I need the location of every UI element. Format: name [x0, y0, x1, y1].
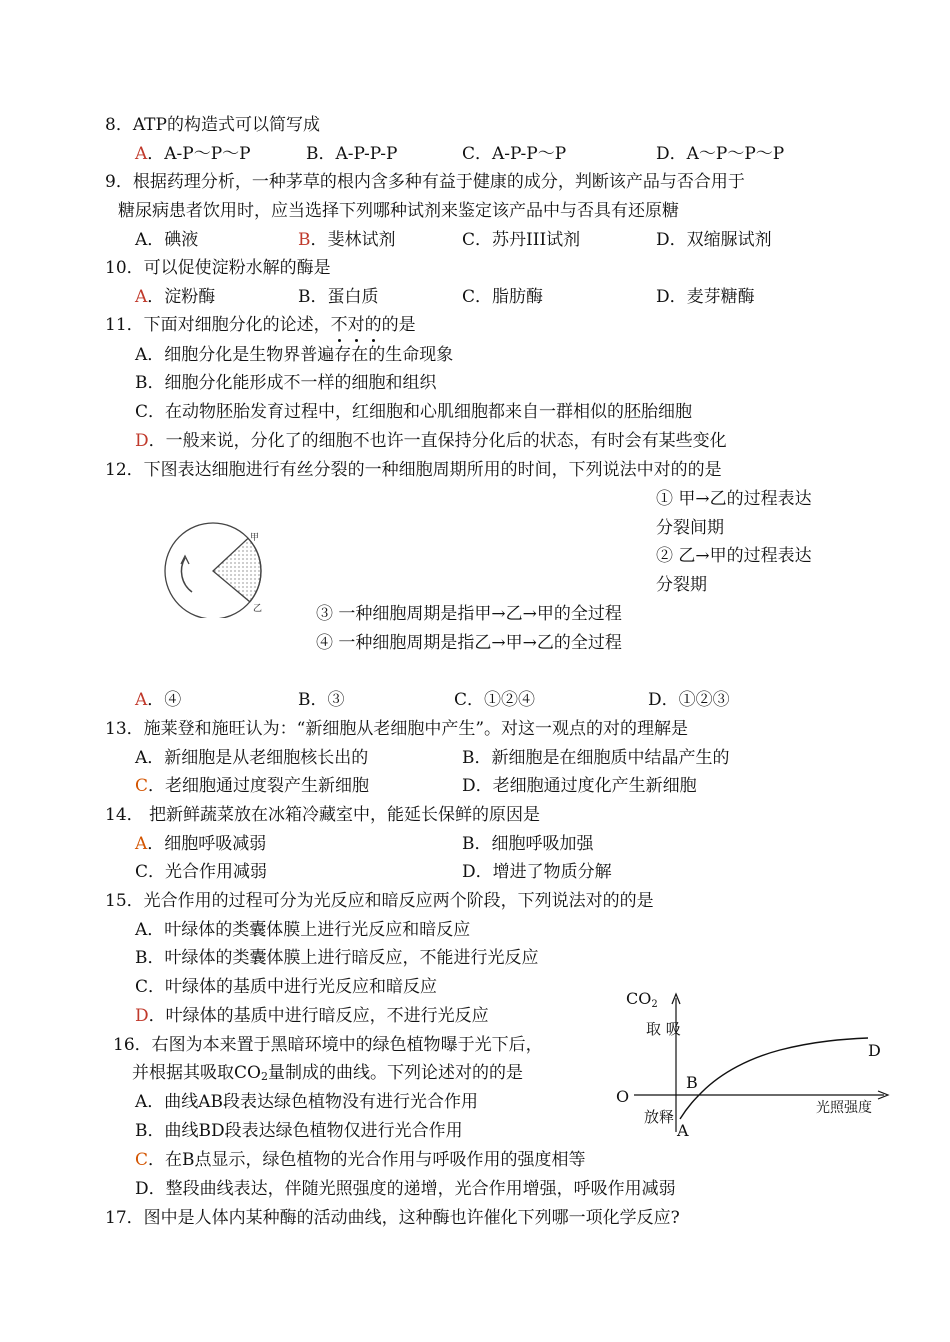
q11-option-b: B．细胞分化能形成不一样的细胞和组织: [135, 373, 437, 393]
q12-option-b: B．③: [298, 690, 345, 710]
co2-light-graph: [610, 982, 895, 1142]
q14-option-c: C．光合作用减弱: [135, 862, 268, 882]
absorb-label: 取 吸: [646, 1020, 681, 1038]
q12-option-a: A．④: [135, 690, 182, 710]
q16-stem-line1: 16．右图为本来置于黑暗环境中的绿色植物曝于光下后，: [113, 1035, 543, 1055]
q12-statement-1-cont: 分裂间期: [656, 518, 724, 538]
q12-stem: 12．下图表达细胞进行有丝分裂的一种细胞周期所用的时间，下列说法中对的的是: [105, 460, 722, 480]
q10-option-b: B．蛋白质: [298, 287, 379, 307]
q10-option-c: C．脂肪酶: [462, 287, 544, 307]
q9-option-c: C．苏丹III试剂: [462, 230, 581, 250]
q11-option-c: C．在动物胚胎发育过程中，红细胞和心肌细胞都来自一群相似的胚胎细胞: [135, 402, 693, 422]
q12-statement-4: ④ 一种细胞周期是指乙→甲→乙的全过程: [316, 633, 622, 653]
q11-option-d: D．一般来说，分化了的细胞不也许一直保持分化后的状态，有时会有某些变化: [135, 431, 727, 451]
q15-option-b: B．叶绿体的类囊体膜上进行暗反应，不能进行光反应: [135, 948, 539, 968]
arrowhead: [181, 556, 189, 564]
division-phase-sector: [213, 538, 261, 602]
q9-option-a: A．碘液: [135, 230, 199, 250]
q12-statement-2: ② 乙→甲的过程表达: [656, 546, 812, 566]
q13-option-b: B．新细胞是在细胞质中结晶产生的: [462, 748, 730, 768]
release-label: 放释: [644, 1108, 675, 1126]
q11-stem: 11．下面对细胞分化的论述，不对的的是: [105, 315, 416, 335]
cell-cycle-diagram: [150, 518, 280, 618]
q9-stem-line2: 糖尿病患者饮用时，应当选择下列哪种试剂来鉴定该产品中与否具有还原糖: [118, 201, 679, 221]
q16-option-b: B．曲线BD段表达绿色植物仅进行光合作用: [135, 1121, 463, 1141]
q10-option-a: A．淀粉酶: [135, 287, 216, 307]
q9-option-b: B．斐林试剂: [298, 230, 396, 250]
emphasis-mark: 不: [330, 315, 348, 335]
q12-statement-2-cont: 分裂期: [656, 575, 707, 595]
emphasis-mark: 对: [347, 315, 365, 335]
q16-option-c: C．在B点显示，绿色植物的光合作用与呼吸作用的强度相等: [135, 1150, 586, 1170]
q13-option-d: D．老细胞通过度化产生新细胞: [462, 776, 697, 796]
cycle-direction-arrow: [181, 558, 192, 592]
q14-option-a: A．细胞呼吸减弱: [135, 834, 267, 854]
q16-option-a: A．曲线AB段表达绿色植物没有进行光合作用: [135, 1092, 479, 1112]
q8-stem: 8．ATP的构造式可以简写成: [105, 115, 320, 135]
q15-option-d: D．叶绿体的基质中进行暗反应，不进行光反应: [135, 1006, 489, 1026]
q13-option-c: C．老细胞通过度裂产生新细胞: [135, 776, 370, 796]
q13-option-a: A．新细胞是从老细胞核长出的: [135, 748, 369, 768]
q15-stem: 15．光合作用的过程可分为光反应和暗反应两个阶段，下列说法对的的是: [105, 891, 654, 911]
label-yi: 乙: [253, 604, 263, 614]
point-a: A: [677, 1121, 689, 1140]
q8-option-b: B．A-P-P-P: [306, 144, 398, 164]
q14-stem: 14． 把新鲜蔬菜放在冰箱冷藏室中，能延长保鲜的原因是: [105, 805, 541, 825]
q8-option-c: C．A-P-P～P: [462, 144, 567, 164]
x-axis-label: 光照强度: [816, 1100, 872, 1116]
q15-option-c: C．叶绿体的基质中进行光反应和暗反应: [135, 977, 438, 997]
q8-option-a: A．A-P～P～P: [135, 144, 251, 164]
q10-option-d: D．麦芽糖酶: [656, 287, 755, 307]
q16-stem-line2: 并根据其吸取CO2量制成的曲线。下列论述对的的是: [132, 1063, 523, 1083]
q14-option-d: D．增进了物质分解: [462, 862, 612, 882]
origin-label: O: [616, 1087, 630, 1106]
y-axis-label: CO2: [626, 989, 658, 1010]
q10-stem: 10．可以促使淀粉水解的酶是: [105, 258, 331, 278]
q16-option-d: D．整段曲线表达，伴随光照强度的递增，光合作用增强，呼吸作用减弱: [135, 1179, 676, 1199]
q12-option-d: D．①②③: [648, 690, 730, 710]
emphasis-mark: 的: [364, 315, 382, 335]
q13-stem: 13．施莱登和施旺认为：“新细胞从老细胞中产生”。对这一观点的对的理解是: [105, 719, 689, 739]
q14-option-b: B．细胞呼吸加强: [462, 834, 594, 854]
q12-statement-3: ③ 一种细胞周期是指甲→乙→甲的全过程: [316, 604, 622, 624]
point-d: D: [868, 1041, 881, 1060]
label-jia: 甲: [250, 533, 260, 543]
q11-option-a: A．细胞分化是生物界普遍存在的生命现象: [135, 345, 454, 365]
q9-stem-line1: 9．根据药理分析，一种茅草的根内含多种有益于健康的成分，判断该产品与否合用于: [105, 172, 745, 192]
q15-option-a: A．叶绿体的类囊体膜上进行光反应和暗反应: [135, 920, 471, 940]
q12-option-c: C．①②④: [454, 690, 536, 710]
q17-stem: 17．图中是人体内某种酶的活动曲线，这种酶也许催化下列哪一项化学反应?: [105, 1208, 680, 1228]
q12-statement-1: ① 甲→乙的过程表达: [656, 489, 812, 509]
q9-option-d: D．双缩脲试剂: [656, 230, 772, 250]
q8-option-d: D．A～P～P～P: [656, 144, 785, 164]
point-b: B: [686, 1073, 698, 1092]
